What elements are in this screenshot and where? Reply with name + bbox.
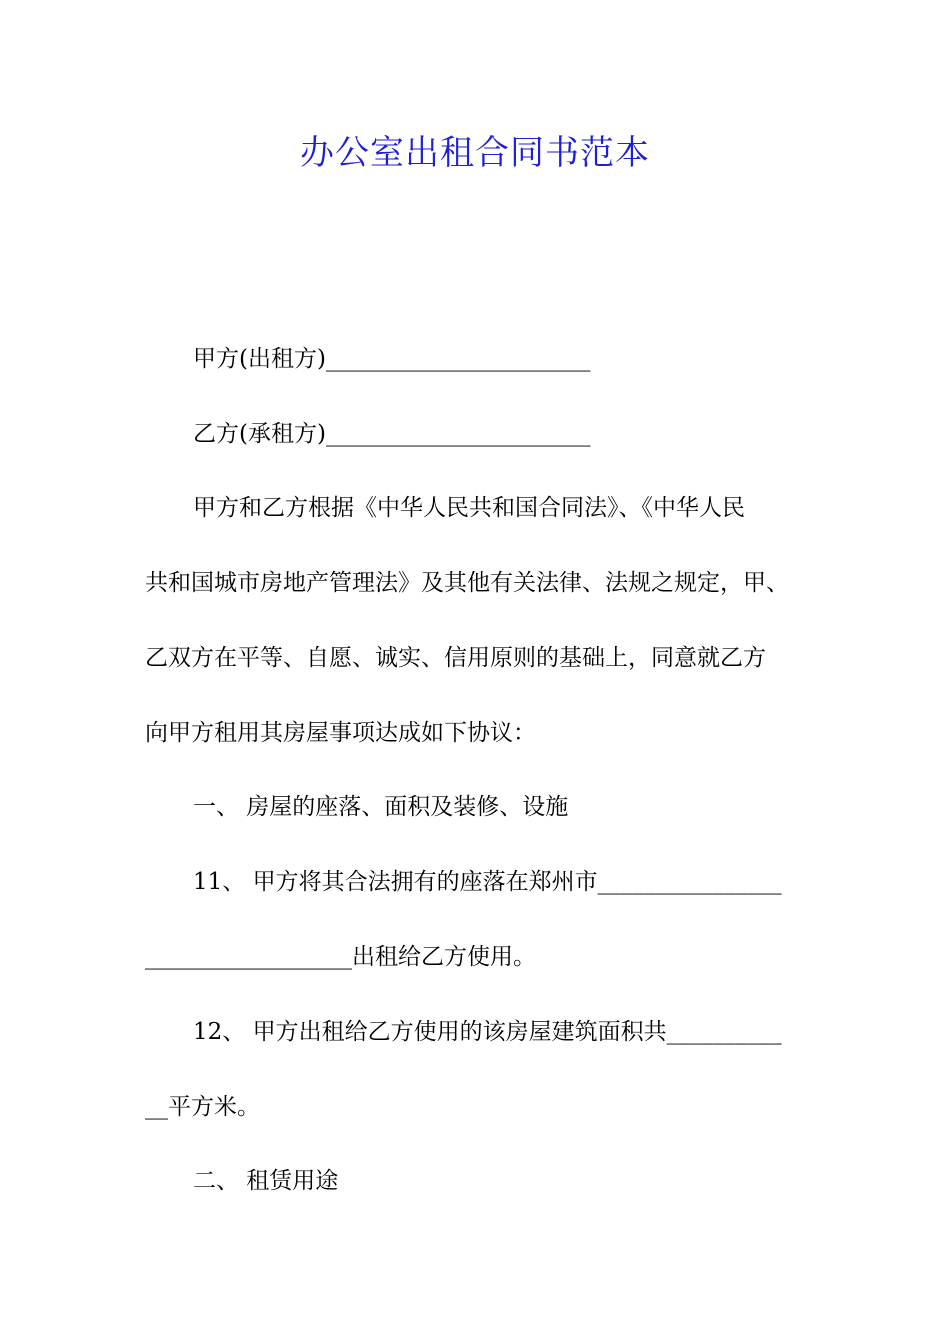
clause-line: 11、 甲方将其合法拥有的座落在郑州市________________ <box>193 869 782 895</box>
party-a-line: 甲方(出租方)_______________________ <box>193 346 591 372</box>
section-heading: 二、 租赁用途 <box>193 1168 339 1194</box>
paragraph-line: 向甲方租用其房屋事项达成如下协议： <box>145 720 536 746</box>
section-heading: 一、 房屋的座落、面积及装修、设施 <box>193 794 569 820</box>
paragraph-line: 共和国城市房地产管理法》及其他有关法律、法规之规定，甲、 <box>145 570 789 596</box>
paragraph-line: 甲方和乙方根据《中华人民共和国合同法》、《中华人民 <box>193 495 745 521</box>
party-b-line: 乙方(承租方)_______________________ <box>193 421 591 447</box>
paragraph-line: 乙双方在平等、自愿、诚实、信用原则的基础上，同意就乙方 <box>145 645 766 671</box>
clause-line: __平方米。 <box>145 1094 260 1120</box>
clause-line: 12、 甲方出租给乙方使用的该房屋建筑面积共__________ <box>193 1019 782 1045</box>
clause-line: __________________出租给乙方使用。 <box>145 944 536 970</box>
document-title: 办公室出租合同书范本 <box>300 133 650 173</box>
